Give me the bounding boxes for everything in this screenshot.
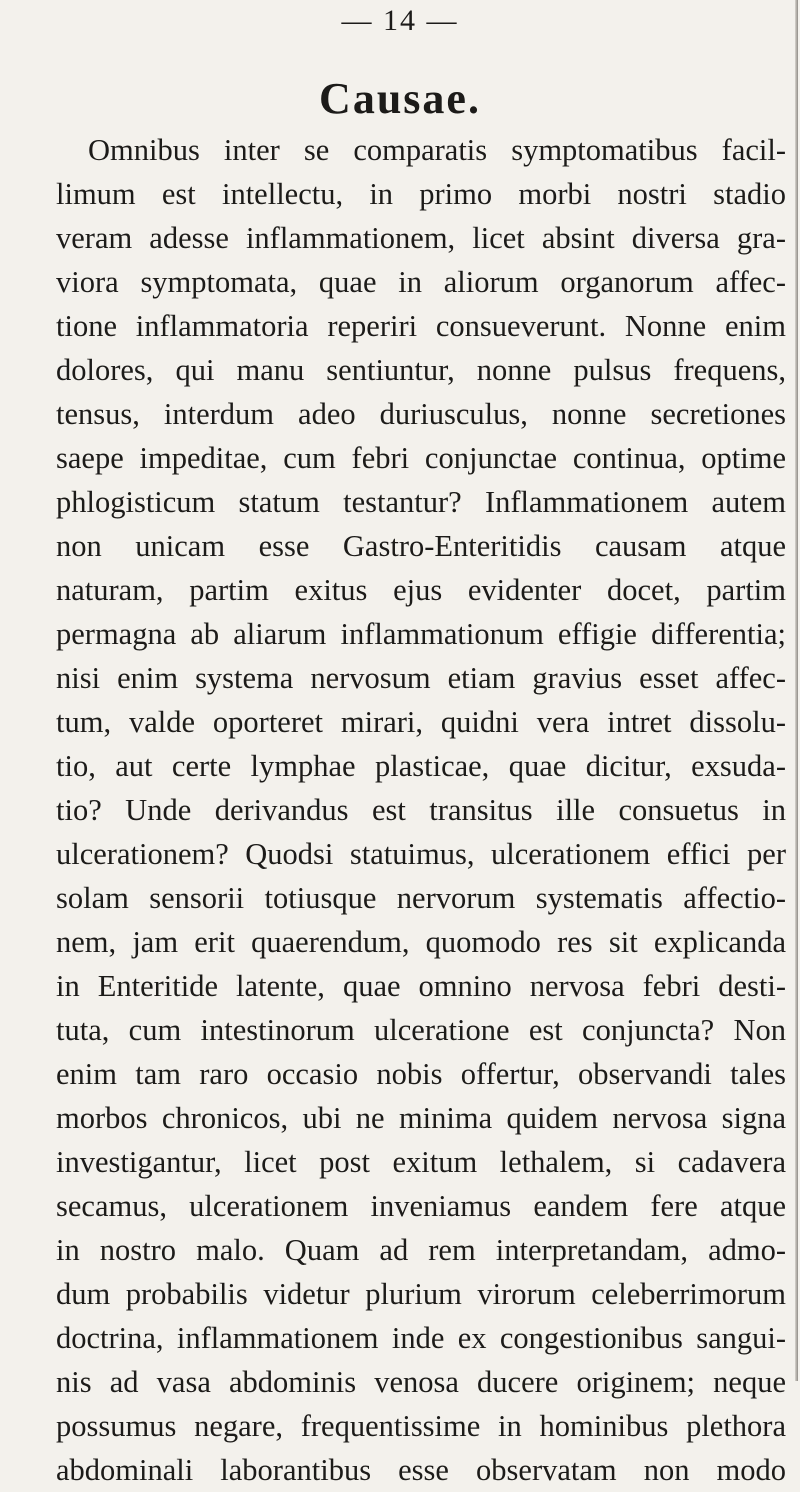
text-line: abdominali laborantibus esse observatam non modo bbox=[56, 1453, 786, 1487]
text-line: tuta, cum intestinorum ulceratione est conjuncta? Non bbox=[56, 1013, 786, 1047]
text-line: dolores, qui manu sentiuntur, nonne pulsus frequens, bbox=[56, 353, 786, 387]
text-line: nem, jam erit quaerendum, quomodo res sit explicanda bbox=[56, 925, 786, 959]
text-line: permagna ab aliarum inflammationum effigie differentia; bbox=[56, 617, 786, 651]
text-line: ulcerationem? Quodsi statuimus, ulcerationem effici per bbox=[56, 837, 786, 871]
page-edge-shadow bbox=[795, 0, 798, 1381]
text-line: nisi enim systema nervosum etiam gravius esset affec- bbox=[56, 661, 786, 695]
text-line: tensus, interdum adeo duriusculus, nonne secretiones bbox=[56, 397, 786, 431]
text-line: doctrina, inflammationem inde ex congestionibus sangui- bbox=[56, 1321, 786, 1355]
section-heading: Causae. bbox=[319, 74, 481, 123]
text-line: naturam, partim exitus ejus evidenter docet, partim bbox=[56, 573, 786, 607]
text-line: possumus negare, frequentissime in hominibus plethora bbox=[56, 1409, 786, 1443]
text-line: in nostro malo. Quam ad rem interpretandam, admo- bbox=[56, 1233, 786, 1267]
page-number: — 14 — bbox=[341, 4, 459, 37]
text-line: in Enteritide latente, quae omnino nervosa febri desti- bbox=[56, 969, 786, 1003]
text-line: limum est intellectu, in primo morbi nostri stadio bbox=[56, 177, 786, 211]
body-paragraph bbox=[56, 128, 786, 1492]
text-line: tum, valde oporteret mirari, quidni vera intret dissolu- bbox=[56, 705, 786, 739]
text-line: morbos chronicos, ubi ne minima quidem nervosa signa bbox=[56, 1101, 786, 1135]
text-line: investigantur, licet post exitum lethalem, si cadavera bbox=[56, 1145, 786, 1179]
text-line: secamus, ulcerationem inveniamus eandem fere atque bbox=[56, 1189, 786, 1223]
text-line: nis ad vasa abdominis venosa ducere originem; neque bbox=[56, 1365, 786, 1399]
text-line: enim tam raro occasio nobis offertur, observandi tales bbox=[56, 1057, 786, 1091]
text-line: solam sensorii totiusque nervorum systematis affectio- bbox=[56, 881, 786, 915]
text-line: tione inflammatoria reperiri consueverunt. Nonne enim bbox=[56, 309, 786, 343]
text-line: phlogisticum statum testantur? Inflammationem autem bbox=[56, 485, 786, 519]
text-line: tio, aut certe lymphae plasticae, quae dicitur, exsuda- bbox=[56, 749, 786, 783]
text-line: non unicam esse Gastro-Enteritidis causam atque bbox=[56, 529, 786, 563]
text-line: dum probabilis videtur plurium virorum celeberrimorum bbox=[56, 1277, 786, 1311]
text-line: saepe impeditae, cum febri conjunctae continua, optime bbox=[56, 441, 786, 475]
text-line: veram adesse inflammationem, licet absint diversa gra- bbox=[56, 221, 786, 255]
text-line: tio? Unde derivandus est transitus ille consuetus in bbox=[56, 793, 786, 827]
text-line: viora symptomata, quae in aliorum organorum affec- bbox=[56, 265, 786, 299]
text-line: Omnibus inter se comparatis symptomatibus facil- bbox=[88, 133, 786, 167]
